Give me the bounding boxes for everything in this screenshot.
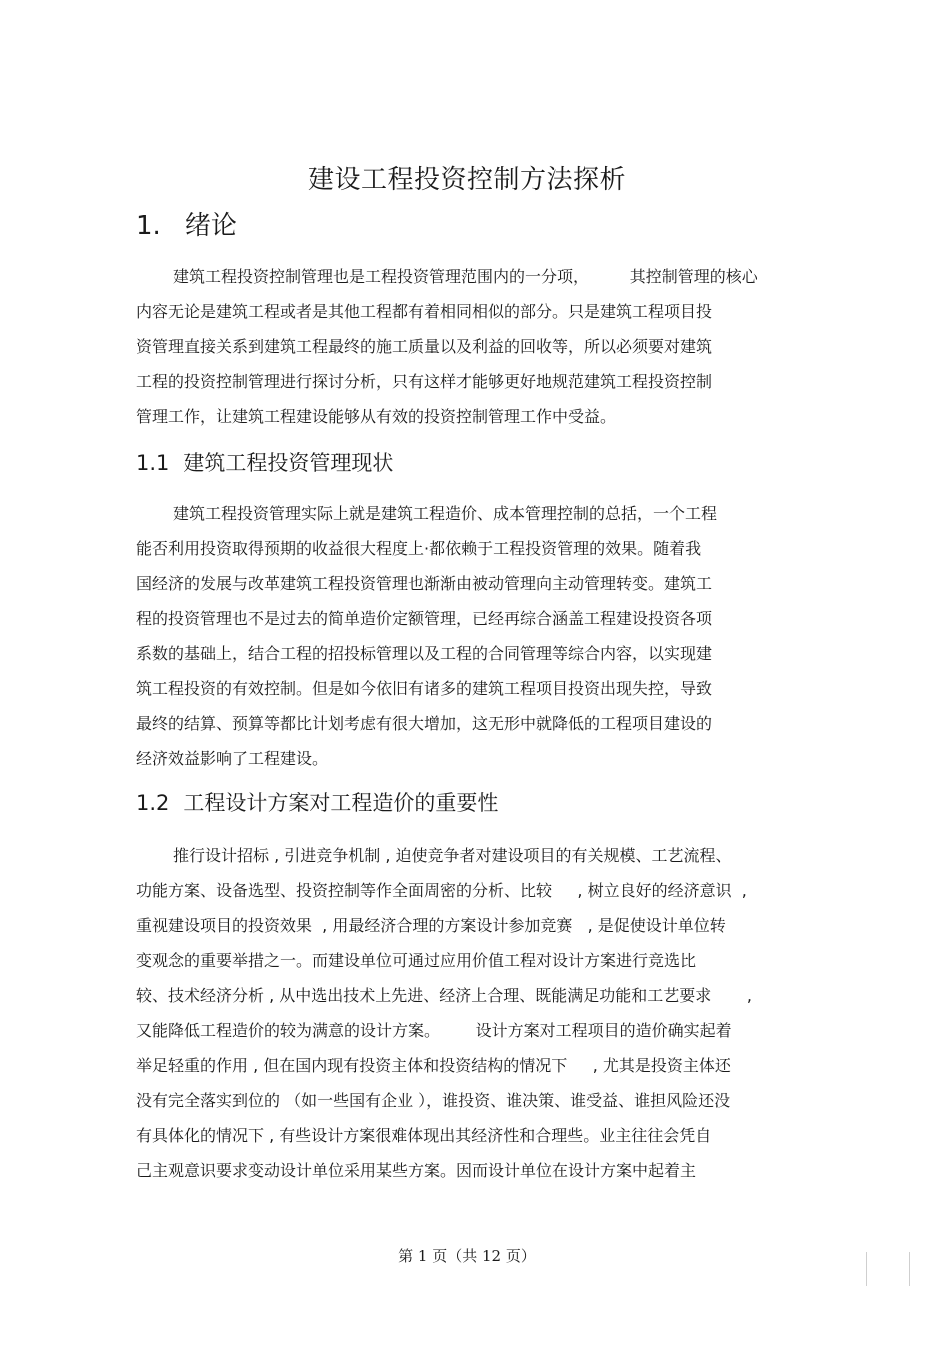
- paragraph-line: 筑工程投资的有效控制。但是如今依旧有诸多的建筑工程项目投资出现失控，导致: [136, 679, 713, 698]
- section-1-2-heading: [136, 787, 498, 819]
- paragraph-design-importance: [136, 838, 826, 1188]
- paragraph-line: 又能降低工程造价的较为满意的设计方案。 设计方案对工程项目的造价确实起着: [136, 1021, 732, 1040]
- paragraph-line: 变观念的重要举措之一。而建设单位可通过应用价值工程对设计方案进行竞选比: [136, 951, 697, 970]
- paragraph-line: 建筑工程投资控制管理也是工程投资管理范围内的一分项， 其控制管理的核心: [173, 267, 758, 286]
- document-title: 建设工程投资控制方法探析: [307, 165, 626, 195]
- paragraph-line: 重视建设项目的投资效果 , 用最经济合理的方案设计参加竞赛 , 是促使设计单位转: [136, 916, 726, 935]
- paragraph-line: 资管理直接关系到建筑工程最终的施工质量以及利益的回收等，所以必须要对建筑: [136, 337, 713, 356]
- section-1-heading: [136, 206, 237, 246]
- paragraph-intro: [136, 259, 826, 434]
- paragraph-line: 经济效益影响了工程建设。: [136, 749, 329, 768]
- scan-edge-mark: [909, 1252, 910, 1286]
- paragraph-line: 程的投资管理也不是过去的简单造价定额管理，已经再综合涵盖工程建设投资各项: [136, 609, 713, 628]
- section-1-1-title: 建筑工程投资管理现状: [183, 451, 394, 475]
- paragraph-line: 举足轻重的作用 , 但在国内现有投资主体和投资结构的情况下 , 尤其是投资主体还: [136, 1056, 731, 1075]
- section-1-2-title: 工程设计方案对工程造价的重要性: [183, 791, 499, 815]
- paragraph-line: 最终的结算、预算等都比计划考虑有很大增加，这无形中就降低的工程项目建设的: [136, 714, 713, 733]
- section-1-1-heading: [136, 447, 393, 479]
- section-1-1-number: 1.1: [136, 451, 170, 475]
- page-number-footer: 第 1 页（共 12 页）: [398, 1247, 536, 1265]
- paragraph-line: 推行设计招标 , 引进竞争机制 , 迫使竞争者对建设项目的有关规模、工艺流程、: [173, 846, 732, 865]
- paragraph-line: 建筑工程投资管理实际上就是建筑工程造价、成本管理控制的总括，一个工程: [173, 504, 718, 523]
- section-1-number: 1.: [136, 211, 161, 241]
- paragraph-line: 较、技术经济分析 , 从中选出技术上先进、经济上合理、既能满足功能和工艺要求 ,: [136, 986, 752, 1005]
- section-1-2-number: 1.2: [136, 791, 170, 815]
- paragraph-line: 功能方案、设备选型、投资控制等作全面周密的分析、比较 , 树立良好的经济意识 ,: [136, 881, 747, 900]
- paragraph-line: 工程的投资控制管理进行探讨分析，只有这样才能够更好地规范建筑工程投资控制: [136, 372, 713, 391]
- paragraph-line: 没有完全落实到位的 （如一些国有企业 ），谁投资、谁决策、谁受益、谁担风险还没: [136, 1091, 731, 1110]
- scan-edge-mark: [866, 1252, 867, 1286]
- paragraph-line: 能否利用投资取得预期的收益很大程度上·都依赖于工程投资管理的效果。随着我: [136, 539, 702, 558]
- paragraph-line: 国经济的发展与改革建筑工程投资管理也渐渐由被动管理向主动管理转变。建筑工: [136, 574, 713, 593]
- paragraph-line: 内容无论是建筑工程或者是其他工程都有着相同相似的部分。只是建筑工程项目投: [136, 302, 713, 321]
- section-1-title: 绪论: [184, 211, 237, 241]
- paragraph-line: 管理工作，让建筑工程建设能够从有效的投资控制管理工作中受益。: [136, 407, 617, 426]
- paragraph-line: 系数的基础上，结合工程的招投标管理以及工程的合同管理等综合内容，以实现建: [136, 644, 713, 663]
- paragraph-line: 有具体化的情况下 , 有些设计方案很难体现出其经济性和合理些。业主往往会凭自: [136, 1126, 712, 1145]
- paragraph-current-status: [136, 496, 826, 776]
- paragraph-line: 己主观意识要求变动设计单位采用某些方案。因而设计单位在设计方案中起着主: [136, 1161, 697, 1180]
